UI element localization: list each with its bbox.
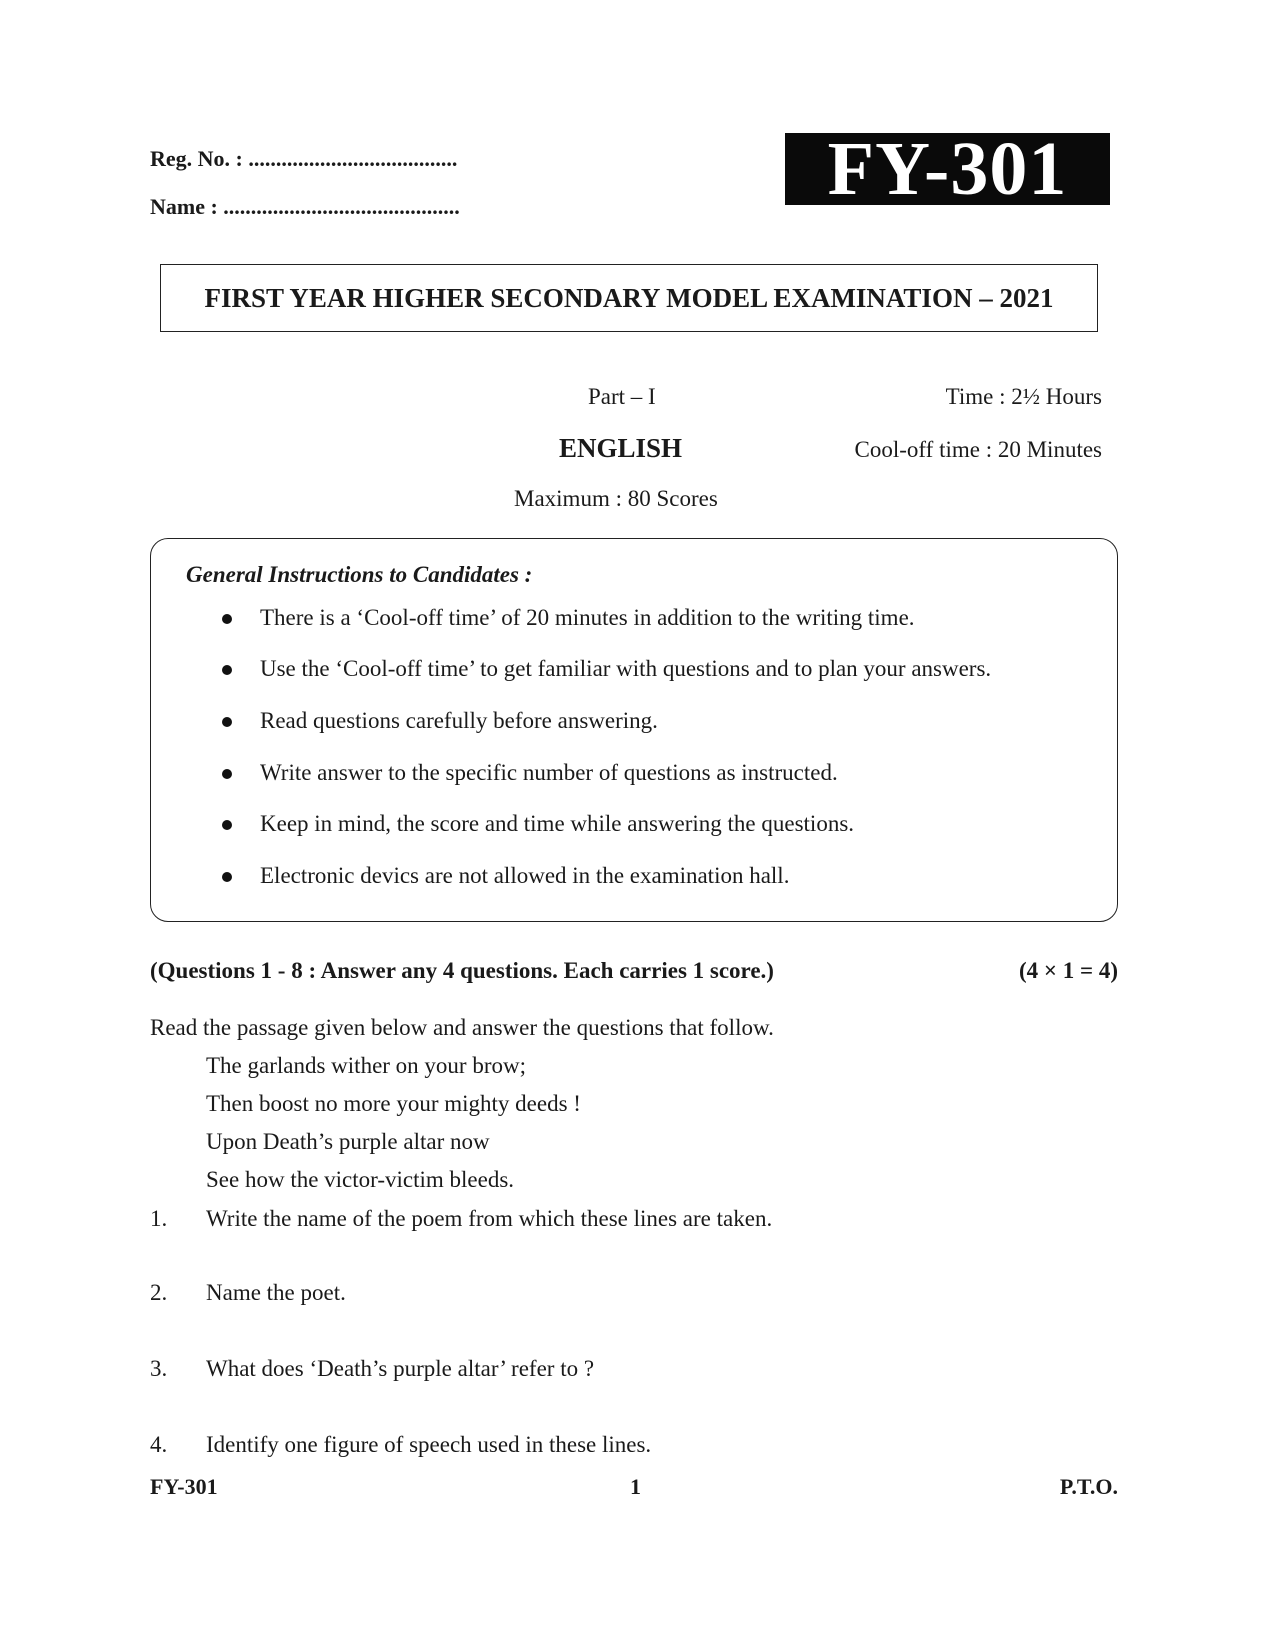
bullet-icon [222, 820, 232, 830]
question-number: 2. [150, 1280, 168, 1305]
question-number: 3. [150, 1356, 168, 1381]
question-text: What does ‘Death’s purple altar’ refer to ? [206, 1356, 595, 1381]
poem-line: See how the victor-victim bleeds. [206, 1167, 515, 1192]
poem-line: The garlands wither on your brow; [206, 1053, 527, 1078]
reg-no-field: Reg. No. : ...................................... [150, 146, 458, 171]
exam-title: FIRST YEAR HIGHER SECONDARY MODEL EXAMINATION – 2021 [160, 264, 1098, 332]
name-field: Name : ........................................... [150, 194, 460, 219]
footer-paper-code: FY-301 [150, 1474, 218, 1499]
time-allowed: Time : 2½ Hours [945, 384, 1102, 409]
subject-title: ENGLISH [559, 433, 683, 463]
section-score: (4 × 1 = 4) [1018, 958, 1118, 983]
question-number: 4. [150, 1432, 168, 1457]
pto-label: P.T.O. [1059, 1474, 1118, 1499]
max-score: Maximum : 80 Scores [514, 486, 718, 511]
part-label: Part – I [588, 384, 656, 409]
passage-intro: Read the passage given below and answer the questions that follow. [150, 1015, 774, 1040]
question-text: Name the poet. [206, 1280, 346, 1305]
bullet-icon [222, 717, 232, 727]
poem-line: Upon Death’s purple altar now [206, 1129, 490, 1154]
question-number: 1. [150, 1206, 168, 1231]
bullet-icon [222, 769, 232, 779]
paper-code-badge: FY-301 [785, 133, 1110, 205]
cool-off-time: Cool-off time : 20 Minutes [854, 437, 1102, 462]
instructions-heading: General Instructions to Candidates : [186, 562, 533, 587]
poem-line: Then boost no more your mighty deeds ! [206, 1091, 581, 1116]
bullet-icon [222, 665, 232, 675]
question-text: Write the name of the poem from which these lines are taken. [206, 1206, 773, 1231]
section-heading: (Questions 1 - 8 : Answer any 4 questions. Each carries 1 score.) [150, 958, 774, 983]
question-text: Identify one figure of speech used in these lines. [206, 1432, 652, 1457]
bullet-icon [222, 614, 232, 624]
page-number: 1 [630, 1474, 641, 1499]
bullet-icon [222, 872, 232, 882]
